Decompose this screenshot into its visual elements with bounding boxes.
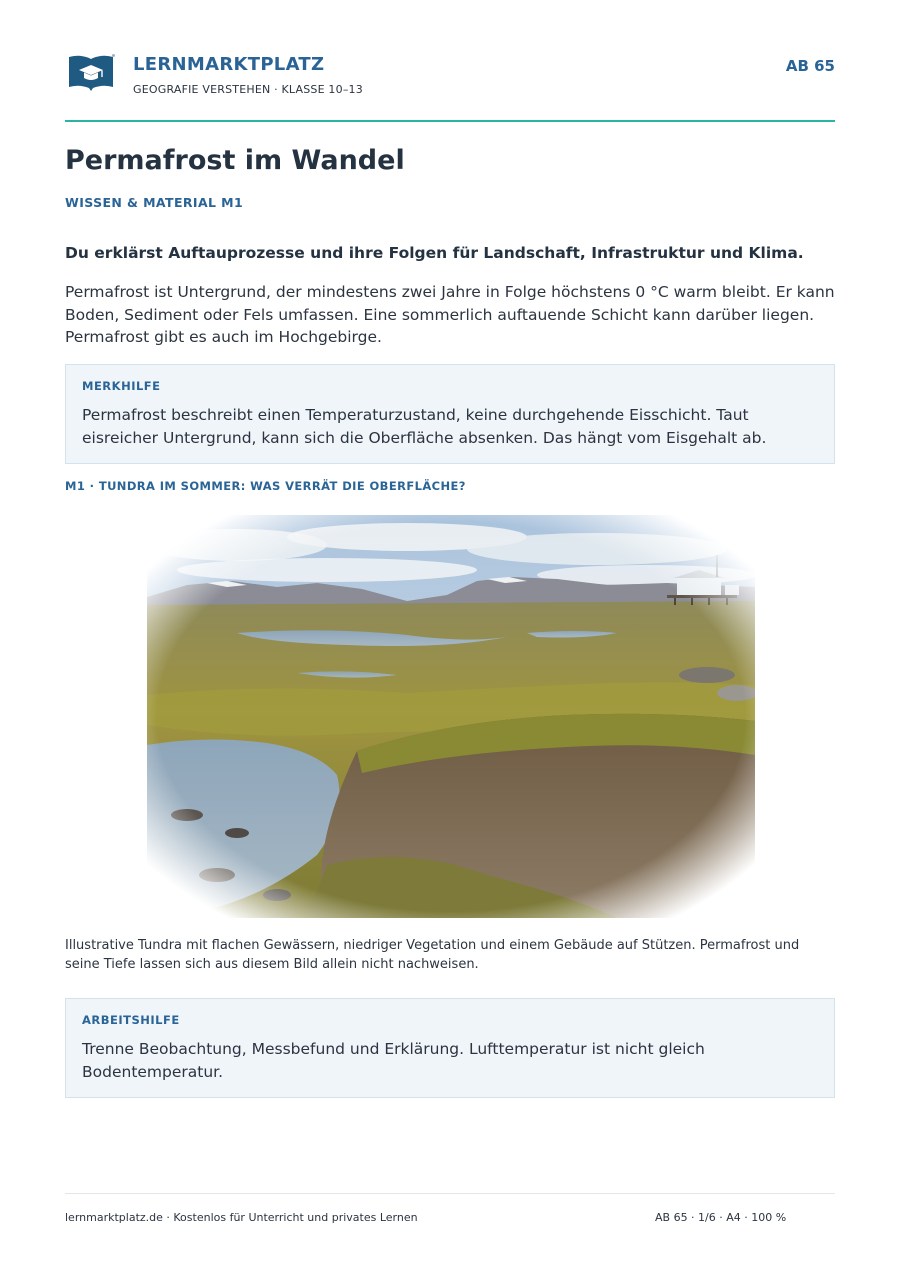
learning-goal: Du erklärst Auftauprozesse und ihre Folgen für Landschaft, Infrastruktur und Klima.: [65, 244, 804, 262]
merkhilfe-text: Permafrost beschreibt einen Temperaturzustand, keine durchgehende Eisschicht. Taut eisreicher Untergrund, kann sich die Oberfläche absenken. Das hängt vom Eisgehalt ab.: [82, 406, 767, 447]
figure-caption: Illustrative Tundra mit flachen Gewässern, niedriger Vegetation und einem Gebäude auf Stützen. Permafrost und seine Tiefe lassen sich aus diesem Bild allein nicht nachweisen.: [65, 938, 800, 972]
graduation-cap-book-icon: [67, 53, 115, 93]
footer-page-info: AB 65 · 1/6 · A4 · 100 %: [655, 1211, 787, 1224]
figure-label: M1 · TUNDRA IM SOMMER: WAS VERRÄT DIE OBERFLÄCHE?: [65, 479, 466, 493]
page-title: Permafrost im Wandel: [65, 145, 405, 176]
page-header: [65, 50, 835, 120]
merkhilfe-box: [65, 364, 835, 464]
merkhilfe-label: MERKHILFE: [82, 379, 161, 393]
brand-name: LERNMARKTPLATZ: [133, 54, 325, 75]
arbeitshilfe-text: Trenne Beobachtung, Messbefund und Erklärung. Lufttemperatur ist nicht gleich Bodentemperatur.: [82, 1040, 705, 1081]
tundra-photo: [147, 515, 755, 918]
brand-subtitle: GEOGRAFIE VERSTEHEN · KLASSE 10–13: [133, 83, 363, 96]
intro-paragraph: Permafrost ist Untergrund, der mindestens zwei Jahre in Folge höchstens 0 °C warm bleibt. Er kann Boden, Sediment oder Fels umfassen. Eine sommerlich auftauende Schicht kann darüber liegen. Permafrost gibt es auch im Hochgebirge.: [65, 283, 835, 346]
header-divider: [65, 120, 835, 122]
arbeitshilfe-box: [65, 998, 835, 1098]
footer-divider: [65, 1193, 835, 1194]
footer-source: lernmarktplatz.de · Kostenlos für Unterricht und privates Lernen: [65, 1211, 418, 1224]
sheet-number: AB 65: [785, 57, 835, 75]
arbeitshilfe-label: ARBEITSHILFE: [82, 1013, 180, 1027]
section-kicker: WISSEN & MATERIAL M1: [65, 195, 244, 210]
